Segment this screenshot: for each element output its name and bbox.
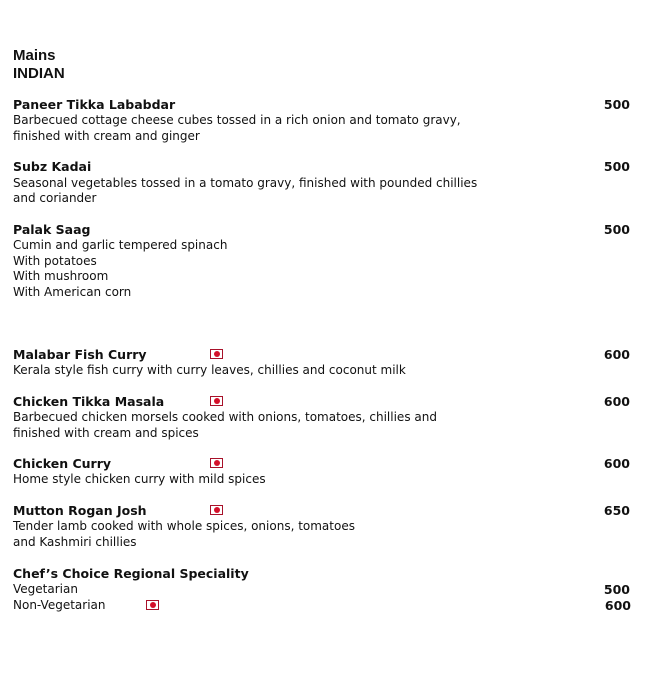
dish-description-line: Barbecued chicken morsels cooked with onions, tomatoes, chillies and: [13, 410, 437, 424]
dish-description-line: With mushroom: [13, 269, 109, 283]
speciality-name: Chef’s Choice Regional Speciality: [13, 566, 249, 581]
dish-description-line: Cumin and garlic tempered spinach: [13, 238, 228, 252]
dish-description-line: finished with cream and spices: [13, 426, 199, 440]
dish-price: 600: [603, 394, 630, 409]
speciality-option-price: 600: [604, 598, 631, 613]
non-veg-icon: [146, 600, 159, 610]
speciality-option-label: Non-Vegetarian: [13, 598, 106, 612]
dish-name: Malabar Fish Curry: [13, 347, 147, 362]
dish-price: 600: [603, 347, 630, 362]
dish-description-line: Home style chicken curry with mild spices: [13, 472, 266, 486]
dish-price: 650: [603, 503, 630, 518]
dish-name: Chicken Tikka Masala: [13, 394, 165, 409]
dish-description-line: Tender lamb cooked with whole spices, onions, tomatoes: [13, 519, 355, 533]
section-title: Mains: [13, 47, 56, 64]
non-veg-icon: [210, 458, 223, 468]
dish-description-line: and Kashmiri chillies: [13, 535, 137, 549]
dish-description-line: and coriander: [13, 191, 97, 205]
speciality-option-price: 500: [603, 582, 630, 597]
dish-description-line: With potatoes: [13, 254, 97, 268]
dish-name: Mutton Rogan Josh: [13, 503, 147, 518]
dish-name: Paneer Tikka Lababdar: [13, 97, 176, 112]
dish-price: 600: [603, 456, 630, 471]
dish-price: 500: [603, 159, 630, 174]
dish-description-line: Kerala style fish curry with curry leaves, chillies and coconut milk: [13, 363, 406, 377]
non-veg-icon: [210, 505, 223, 515]
dish-name: Palak Saag: [13, 222, 91, 237]
speciality-option-label: Vegetarian: [13, 582, 78, 596]
dish-description-line: Barbecued cottage cheese cubes tossed in a rich onion and tomato gravy,: [13, 113, 461, 127]
dish-description-line: With American corn: [13, 285, 132, 299]
dish-description-line: finished with cream and ginger: [13, 129, 200, 143]
non-veg-icon: [210, 349, 223, 359]
dish-name: Chicken Curry: [13, 456, 112, 471]
non-veg-icon: [210, 396, 223, 406]
dish-price: 500: [603, 97, 630, 112]
dish-name: Subz Kadai: [13, 159, 92, 174]
dish-price: 500: [603, 222, 630, 237]
dish-description-line: Seasonal vegetables tossed in a tomato gravy, finished with pounded chillies: [13, 176, 478, 190]
section-subtitle: INDIAN: [13, 65, 65, 82]
